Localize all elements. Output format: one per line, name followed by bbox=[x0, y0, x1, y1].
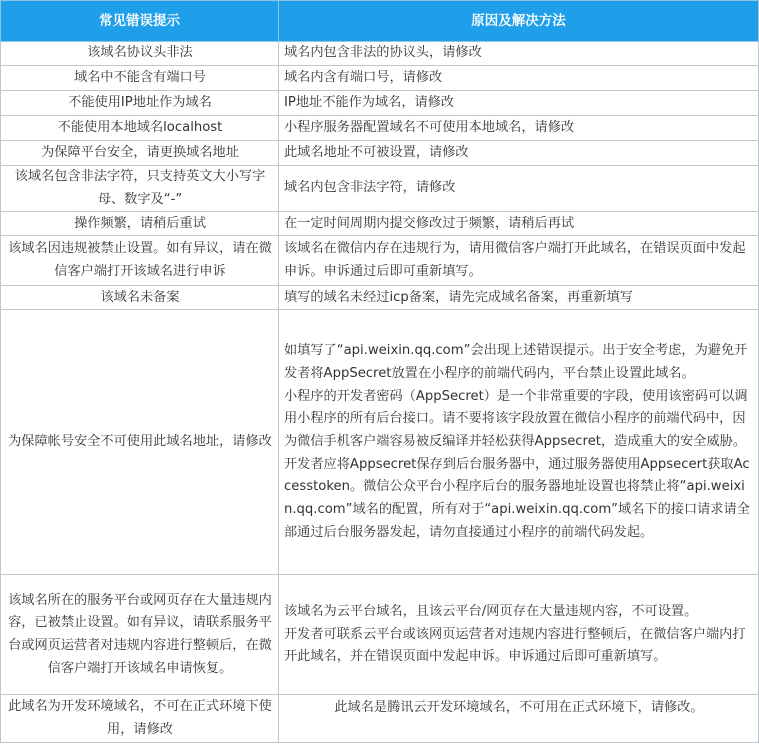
solution-text: 域名内含有端口号，请修改 bbox=[284, 69, 443, 85]
table-row bbox=[1, 66, 759, 91]
error-cause-cell: 不能使用IP地址作为域名 bbox=[1, 91, 279, 116]
solution-text: 小程序的开发者密码（AppSecret）是一个非常重要的字段，使用该密码可以调用小程序的所有后台接口。请不要将该字段放置在微信小程序的前端代码中，因为微信手机客户端容易被反编译并轻松获得Appsecret，造成重大的安全威胁。开发者应将Appsecret保存到后台服务器中，通过服务器使用Appsecert获取Accesstoken。微信公众平台小程序后台的服务器地址设置也将禁止将“api.weixin.qq.com”域名的配置，所有对于“api.weixin.qq.com”域名下的接口请求请全部通过后台服务器发起，请勿直接通过小程序的前端代码发起。 bbox=[284, 388, 750, 540]
error-cause-cell: 为保障帐号安全不可使用此域名地址，请修改 bbox=[1, 310, 279, 575]
table-row bbox=[1, 575, 759, 695]
solution-text: 该域名为云平台域名，且该云平台/网页存在大量违规内容，不可设置。 bbox=[284, 603, 698, 619]
error-cause-cell: 操作频繁，请稍后重试 bbox=[1, 212, 279, 236]
solution-text: 开发者可联系云平台或该网页运营者对违规内容进行整顿后，在微信客户端内打开此域名，并在错误页面中发起申诉。申诉通过后即可重新填写。 bbox=[284, 626, 746, 665]
solution-text: 域名内包含非法字符，请修改 bbox=[284, 180, 456, 196]
solution-text: 填写的域名未经过icp备案，请先完成域名备案，再重新填写 bbox=[284, 289, 633, 305]
solution-text: 小程序服务器配置域名不可使用本地域名，请修改 bbox=[284, 119, 575, 135]
table-row bbox=[1, 116, 759, 141]
table-row bbox=[1, 286, 759, 310]
error-solution-cell bbox=[279, 116, 759, 141]
error-cause-cell: 该域名所在的服务平台或网页存在大量违规内容，已被禁止设置。如有异议，请联系服务平台或网页运营者对违规内容进行整顿后，在微信客户端打开该域名申请恢复。 bbox=[1, 575, 279, 695]
error-cause-cell: 该域名协议头非法 bbox=[1, 42, 279, 66]
error-cause-cell: 域名中不能含有端口号 bbox=[1, 66, 279, 91]
error-solution-cell bbox=[279, 575, 759, 695]
table-row bbox=[1, 166, 759, 212]
solution-text: IP地址不能作为域名，请修改 bbox=[284, 94, 455, 110]
error-solution-cell bbox=[279, 310, 759, 575]
header-error-column: 常见错误提示 bbox=[1, 1, 279, 42]
solution-text: 该域名在微信内存在违规行为，请用微信客户端打开此域名，在错误页面中发起申诉。申诉通过后即可重新填写。 bbox=[284, 241, 746, 279]
table-row bbox=[1, 141, 759, 166]
error-solution-cell bbox=[279, 236, 759, 286]
error-solution-cell bbox=[279, 141, 759, 166]
error-cause-cell: 为保障平台安全，请更换域名地址 bbox=[1, 141, 279, 166]
solution-text: 此域名是腾讯云开发环境域名，不可用在正式环境下，请修改。 bbox=[334, 700, 704, 716]
error-solution-cell bbox=[279, 166, 759, 212]
solution-text: 在一定时间周期内提交修改过于频繁，请稍后再试 bbox=[284, 215, 575, 231]
error-solution-cell bbox=[279, 212, 759, 236]
table-row bbox=[1, 310, 759, 575]
error-cause-cell: 该域名包含非法字符，只支持英文大小写字母、数字及“-” bbox=[1, 166, 279, 212]
solution-text: 如填写了“api.weixin.qq.com”会出现上述错误提示。出于安全考虑，为避免开发者将AppSecret放置在小程序的前端代码内，平台禁止设置此域名。 bbox=[284, 343, 748, 381]
error-solution-cell bbox=[279, 66, 759, 91]
table-row bbox=[1, 42, 759, 66]
error-cause-cell: 此域名为开发环境域名，不可在正式环境下使用，请修改 bbox=[1, 695, 279, 743]
solution-text: 域名内包含非法的协议头，请修改 bbox=[284, 45, 482, 61]
header-solution-column: 原因及解决方法 bbox=[279, 1, 759, 42]
error-cause-cell: 该域名因违规被禁止设置。如有异议，请在微信客户端打开该域名进行申诉 bbox=[1, 236, 279, 286]
error-solution-cell bbox=[279, 695, 759, 743]
error-solution-cell bbox=[279, 91, 759, 116]
table-row bbox=[1, 212, 759, 236]
error-cause-cell: 该域名未备案 bbox=[1, 286, 279, 310]
table-row bbox=[1, 91, 759, 116]
table-row bbox=[1, 236, 759, 286]
error-cause-cell: 不能使用本地域名localhost bbox=[1, 116, 279, 141]
table-row bbox=[1, 695, 759, 743]
table-header-row bbox=[1, 1, 759, 42]
error-solution-cell bbox=[279, 42, 759, 66]
solution-text: 此域名地址不可被设置，请修改 bbox=[284, 144, 469, 160]
error-solution-cell bbox=[279, 286, 759, 310]
